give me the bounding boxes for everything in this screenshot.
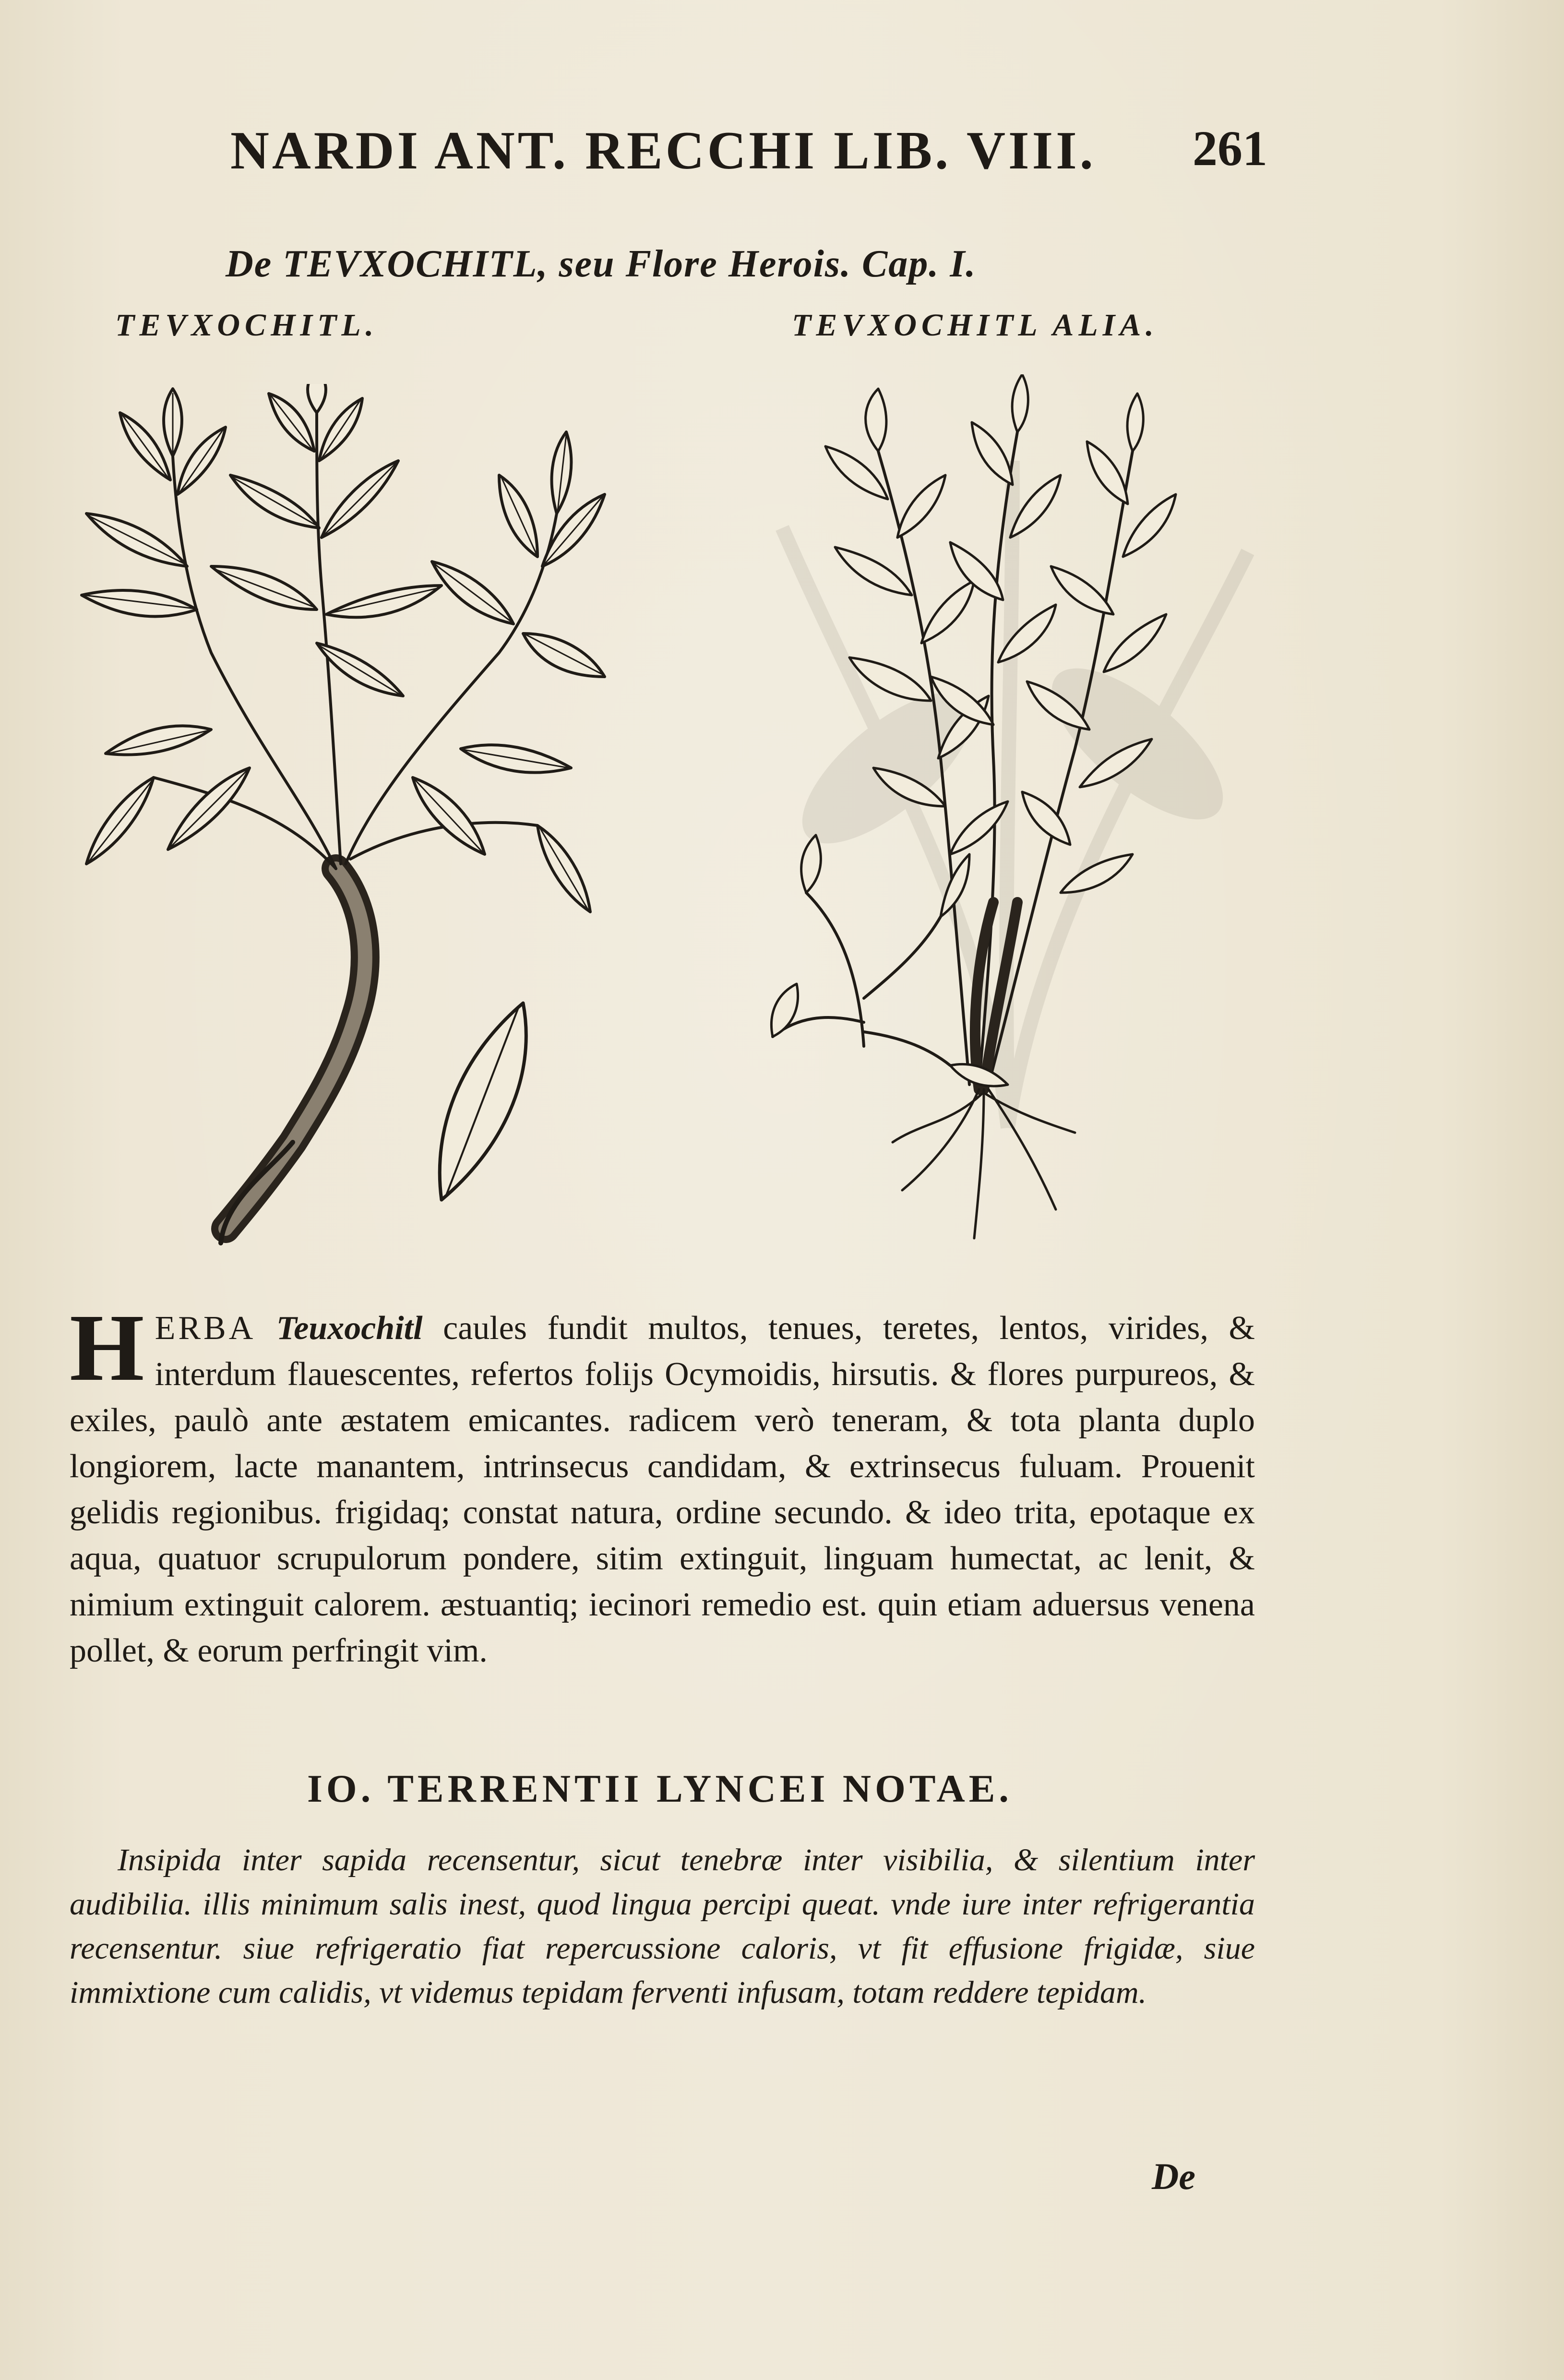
chapter-title: De TEVXOCHITL, seu Flore Herois. Cap. I. bbox=[226, 243, 977, 285]
running-head: NARDI ANT. RECCHI LIB. VIII. bbox=[230, 121, 1096, 180]
drop-cap: H bbox=[70, 1295, 144, 1401]
lead-word: ERBA bbox=[155, 1310, 256, 1347]
main-text bbox=[70, 1295, 1255, 1674]
woodcut-teuxochitl-alia bbox=[768, 374, 1248, 1286]
catchword: De bbox=[1152, 2155, 1195, 2197]
notes-text: Insipida inter sapida recensentur, sicut tenebræ inter visibilia, & silentium inter audibilia. illis minimum salis inest, quod lingua percipi queat. vnde iure inter refrigerantia recensentur. siue refrigeratio fiat repercussione caloris, vt fit effusione frigidæ, siue immixtione cum calidis, vt videmus tepidam ferventi infusam, totam reddere tepidam. bbox=[70, 1842, 1255, 2010]
woodcut-teuxochitl bbox=[67, 384, 609, 1272]
figure-caption-right: TEVXOCHITL ALIA. bbox=[792, 308, 1158, 343]
notes-heading: IO. TERRENTII LYNCEI NOTAE. bbox=[307, 1767, 1013, 1810]
main-text-body: caules fundit multos, tenues, teretes, lentos, virides, & interdum flauescentes, refertos folijs Ocymoidis, hirsutis. & flores purpureos, & exiles, paulò ante æstatem emicantes. radicem verò teneram, & tota planta duplo longiorem, lacte manantem, intrinsecus candidam, & extrinsecus fuluam. Prouenit gelidis regionibus. frigidaq; constat natura, ordine secundo. & ideo trita, epotaque ex aqua, quatuor scrupulorum pondere, sitim extinguit, linguam humectat, ac lenit, & nimium extinguit calorem. æstuantiq; iecinori remedio est. quin etiam aduersus venena pollet, & eorum perfringit vim. bbox=[70, 1310, 1255, 1669]
plant-name: Teuxochitl bbox=[276, 1310, 423, 1347]
figure-caption-left: TEVXOCHITL. bbox=[115, 308, 379, 343]
page-number: 261 bbox=[1193, 121, 1267, 176]
